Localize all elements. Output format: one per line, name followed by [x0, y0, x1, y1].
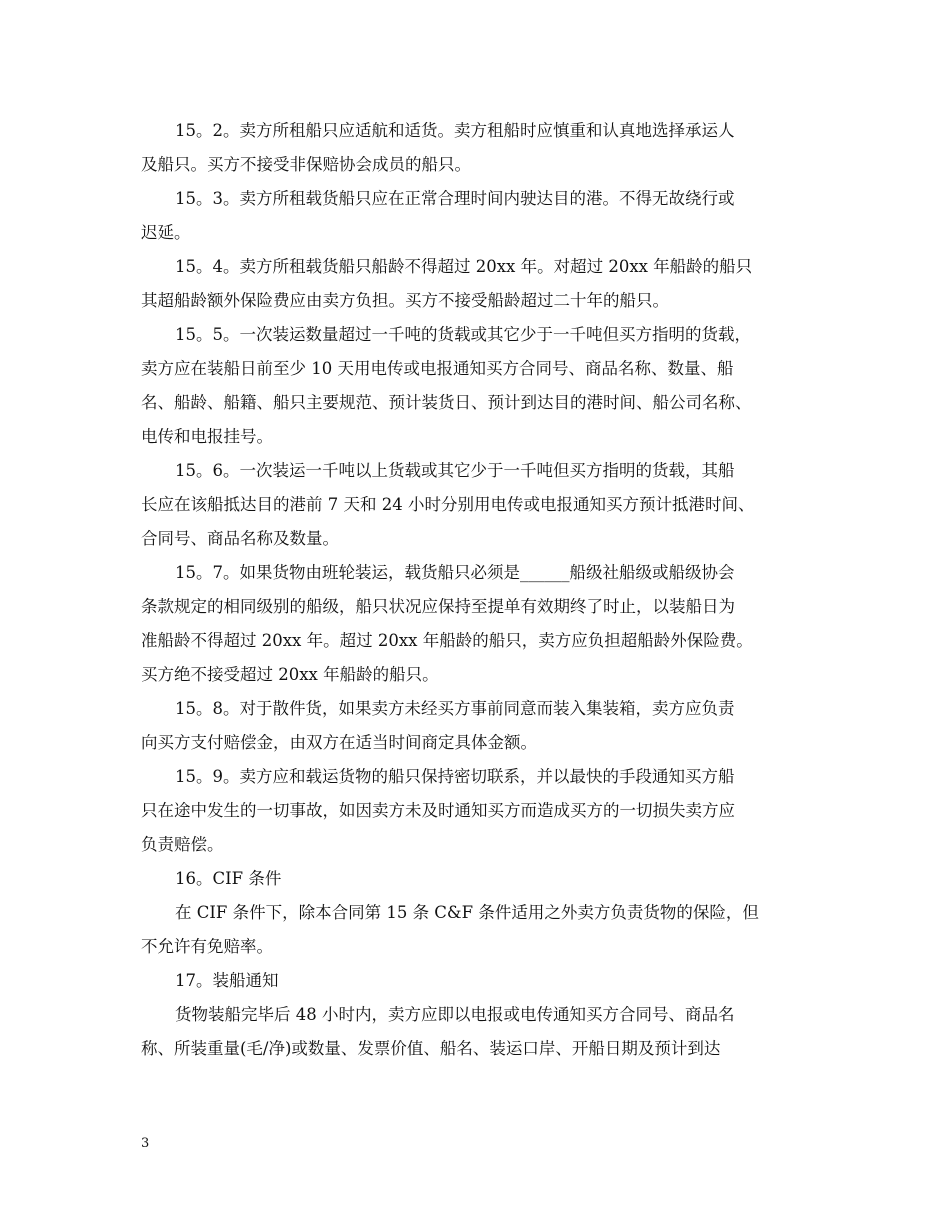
paragraph-line: 电传和电报挂号。 — [141, 427, 273, 446]
paragraph-line: 15。6。一次装运一千吨以上货载或其它少于一千吨但买方指明的货载，其船 — [175, 461, 735, 480]
paragraph-line: 货物装船完毕后 48 小时内，卖方应即以电报或电传通知买方合同号、商品名 — [175, 1005, 735, 1024]
paragraph-line: 负责赔偿。 — [141, 835, 224, 854]
paragraph-line: 向买方支付赔偿金，由双方在适当时间商定具体金额。 — [141, 733, 537, 752]
paragraph-line: 迟延。 — [141, 223, 191, 242]
paragraph-line: 15。7。如果货物由班轮装运，载货船只必须是______船级社船级或船级协会 — [175, 563, 735, 582]
paragraph-line: 及船只。买方不接受非保赔协会成员的船只。 — [141, 155, 471, 174]
paragraph-line: 15。2。卖方所租船只应适航和适货。卖方租船时应慎重和认真地选择承运人 — [175, 121, 735, 140]
paragraph-line: 15。8。对于散件货，如果卖方未经买方事前同意而装入集装箱，卖方应负责 — [175, 699, 735, 718]
paragraph-line: 条款规定的相同级别的船级，船只状况应保持至提单有效期终了时止，以装船日为 — [141, 597, 735, 616]
page-number: 3 — [141, 1136, 150, 1151]
paragraph-line: 不允许有免赔率。 — [141, 937, 273, 956]
paragraph-line: 15。5。一次装运数量超过一千吨的货载或其它少于一千吨但买方指明的货载， — [175, 325, 751, 344]
paragraph-line: 15。9。卖方应和载运货物的船只保持密切联系，并以最快的手段通知买方船 — [175, 767, 735, 786]
paragraph-line: 买方绝不接受超过 20xx 年船龄的船只。 — [141, 665, 439, 684]
paragraph-line: 卖方应在装船日前至少 10 天用电传或电报通知买方合同号、商品名称、数量、船 — [141, 359, 734, 378]
paragraph-line: 在 CIF 条件下，除本合同第 15 条 C&F 条件适用之外卖方负责货物的保险，但 — [175, 903, 759, 922]
document-body — [141, 114, 831, 1066]
paragraph-line: 其超船龄额外保险费应由卖方负担。买方不接受船龄超过二十年的船只。 — [141, 291, 669, 310]
paragraph-line: 15。3。卖方所租载货船只应在正常合理时间内驶达目的港。不得无故绕行或 — [175, 189, 735, 208]
paragraph-line: 长应在该船抵达目的港前 7 天和 24 小时分别用电传或电报通知买方预计抵港时间、 — [141, 495, 755, 514]
paragraph-line: 名、船龄、船籍、船只主要规范、预计装货日、预计到达目的港时间、船公司名称、 — [141, 393, 752, 412]
paragraph-line: 称、所装重量(毛/净)或数量、发票价值、船名、装运口岸、开船日期及预计到达 — [141, 1039, 721, 1058]
section-heading: 17。装船通知 — [175, 971, 279, 990]
paragraph-line: 准船龄不得超过 20xx 年。超过 20xx 年船龄的船只，卖方应负担超船龄外保险费。 — [141, 631, 753, 650]
paragraph-line: 只在途中发生的一切事故，如因卖方未及时通知买方而造成买方的一切损失卖方应 — [141, 801, 735, 820]
paragraph-line: 15。4。卖方所租载货船只船龄不得超过 20xx 年。对超过 20xx 年船龄的船只 — [175, 257, 753, 276]
paragraph-line: 合同号、商品名称及数量。 — [141, 529, 339, 548]
section-heading: 16。CIF 条件 — [175, 869, 282, 888]
